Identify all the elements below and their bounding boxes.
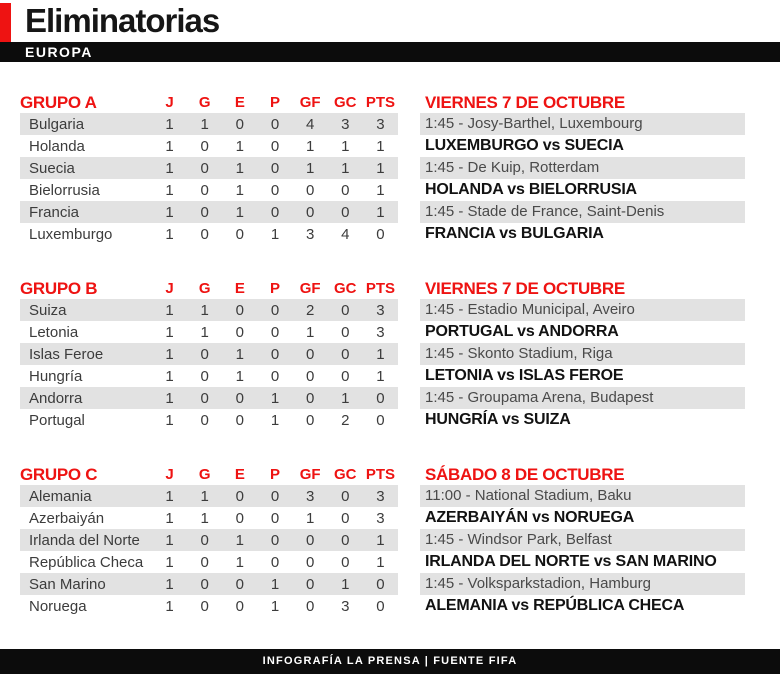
stat-cell: 0: [235, 509, 245, 527]
stat-cell: 0: [200, 367, 209, 385]
stat-cell: 0: [341, 345, 350, 363]
match-fixture: LUXEMBURGO vs SUECIA: [425, 137, 624, 154]
stat-cell: 1: [165, 411, 174, 429]
stat-cell: 0: [200, 203, 209, 221]
stat-cell: 1: [270, 597, 280, 615]
stat-cell: 4: [341, 225, 350, 243]
column-header-gc: GC: [334, 466, 357, 483]
stat-cell: 0: [305, 389, 315, 407]
team-row: [20, 135, 398, 157]
stat-cell: 0: [235, 597, 245, 615]
match-venue: 1:45 - Josy-Barthel, Luxembourg: [420, 113, 745, 135]
stat-cell: 1: [305, 137, 315, 155]
stat-cell: 1: [165, 575, 174, 593]
stat-cell: 0: [200, 575, 209, 593]
stat-cell: 1: [235, 181, 245, 199]
stat-cell: 1: [376, 345, 385, 363]
schedule-date: SÁBADO 8 DE OCTUBRE: [425, 465, 625, 484]
stat-cell: 0: [305, 553, 315, 571]
stat-cell: 0: [235, 487, 245, 505]
column-header-gf: GF: [299, 94, 321, 111]
stat-cell: 0: [200, 225, 209, 243]
stat-cell: 0: [341, 301, 350, 319]
stat-cell: 0: [341, 203, 350, 221]
stat-cell: 0: [200, 159, 209, 177]
stat-cell: 1: [235, 159, 245, 177]
group-a-schedule: [420, 92, 745, 245]
stat-cell: 1: [200, 509, 209, 527]
stat-cell: 0: [376, 597, 385, 615]
stat-cell: 0: [270, 553, 280, 571]
stat-cell: 0: [235, 411, 245, 429]
stat-cell: 0: [200, 137, 209, 155]
team-name: Hungría: [29, 367, 83, 385]
stat-cell: 0: [200, 553, 209, 571]
stat-cell: 0: [341, 487, 350, 505]
stat-cell: 0: [200, 345, 209, 363]
stat-cell: 3: [376, 301, 385, 319]
stat-cell: 0: [270, 367, 280, 385]
stat-cell: 1: [165, 323, 174, 341]
stat-cell: 3: [305, 225, 315, 243]
stat-cell: 0: [341, 553, 350, 571]
team-name: Holanda: [29, 137, 85, 155]
stat-cell: 1: [270, 389, 280, 407]
stat-cell: 0: [341, 531, 350, 549]
stat-cell: 1: [165, 301, 174, 319]
stat-cell: 0: [270, 159, 280, 177]
schedule-date: VIERNES 7 DE OCTUBRE: [425, 93, 625, 112]
match-fixture: PORTUGAL vs ANDORRA: [425, 323, 619, 340]
stat-cell: 1: [165, 389, 174, 407]
stat-cell: 1: [235, 345, 245, 363]
group-b-section: [0, 278, 780, 431]
stat-cell: 1: [200, 323, 209, 341]
stat-cell: 1: [165, 597, 174, 615]
match-venue: 1:45 - Skonto Stadium, Riga: [420, 343, 745, 365]
group-title: GRUPO A: [20, 92, 97, 112]
team-name: Suiza: [29, 301, 67, 319]
schedule-date: VIERNES 7 DE OCTUBRE: [425, 279, 625, 298]
stat-cell: 2: [341, 411, 350, 429]
stat-cell: 3: [376, 115, 385, 133]
team-name: Alemania: [29, 487, 92, 505]
standings-header-row: [20, 92, 398, 113]
team-name: Luxemburgo: [29, 225, 113, 243]
stat-cell: 0: [270, 509, 280, 527]
match-venue: 11:00 - National Stadium, Baku: [420, 485, 745, 507]
stat-cell: 0: [270, 115, 280, 133]
stat-cell: 0: [305, 575, 315, 593]
team-row: [20, 573, 398, 595]
stat-cell: 0: [270, 323, 280, 341]
match-venue: 1:45 - Windsor Park, Belfast: [420, 529, 745, 551]
team-name: Bulgaria: [29, 115, 85, 133]
standings-header-row: [20, 278, 398, 299]
team-row: [20, 551, 398, 573]
column-header-p: P: [269, 466, 280, 483]
column-header-g: G: [198, 94, 211, 111]
standings-header-row: [20, 464, 398, 485]
team-name: Azerbaiyán: [29, 509, 105, 527]
team-name: Irlanda del Norte: [29, 531, 140, 549]
stat-cell: 0: [235, 323, 245, 341]
stat-cell: 0: [200, 389, 209, 407]
stat-cell: 3: [376, 487, 385, 505]
match-fixture: IRLANDA DEL NORTE vs SAN MARINO: [425, 553, 717, 570]
stat-cell: 1: [165, 181, 174, 199]
stat-cell: 1: [376, 181, 385, 199]
stat-cell: 0: [376, 411, 385, 429]
stat-cell: 1: [376, 553, 385, 571]
stat-cell: 1: [376, 367, 385, 385]
team-row: [20, 321, 398, 343]
stat-cell: 3: [305, 487, 315, 505]
team-name: Noruega: [29, 597, 87, 615]
stat-cell: 0: [341, 323, 350, 341]
match-venue: 1:45 - Volksparkstadion, Hamburg: [420, 573, 745, 595]
match-venue: 1:45 - Groupama Arena, Budapest: [420, 387, 745, 409]
stat-cell: 0: [235, 225, 245, 243]
stat-cell: 0: [305, 411, 315, 429]
stat-cell: 0: [376, 575, 385, 593]
stat-cell: 1: [165, 367, 174, 385]
stat-cell: 1: [376, 203, 385, 221]
stat-cell: 0: [305, 345, 315, 363]
stat-cell: 0: [376, 225, 385, 243]
team-row: [20, 409, 398, 431]
stat-cell: 1: [376, 137, 385, 155]
stat-cell: 3: [341, 115, 350, 133]
match-venue: 1:45 - Estadio Municipal, Aveiro: [420, 299, 745, 321]
column-header-p: P: [269, 280, 280, 297]
column-header-e: E: [234, 280, 245, 297]
team-row: [20, 343, 398, 365]
team-row: [20, 223, 398, 245]
stat-cell: 1: [165, 487, 174, 505]
team-row: [20, 387, 398, 409]
stat-cell: 3: [341, 597, 350, 615]
column-header-gc: GC: [334, 280, 357, 297]
column-header-g: G: [198, 466, 211, 483]
group-title: GRUPO C: [20, 464, 98, 484]
group-a-section: [0, 92, 780, 245]
stat-cell: 1: [165, 115, 174, 133]
match-fixture: LETONIA vs ISLAS FEROE: [425, 367, 624, 384]
match-fixture: ALEMANIA vs REPÚBLICA CHECA: [425, 597, 685, 614]
footer-credit-bar: [0, 649, 780, 674]
stat-cell: 1: [235, 531, 245, 549]
column-header-gf: GF: [299, 466, 321, 483]
team-name: Francia: [29, 203, 80, 221]
column-header-j: J: [165, 466, 174, 483]
team-name: Portugal: [29, 411, 85, 429]
team-row: [20, 113, 398, 135]
group-title: GRUPO B: [20, 278, 98, 298]
team-row: [20, 595, 398, 617]
stat-cell: 1: [305, 159, 315, 177]
team-row: [20, 365, 398, 387]
stat-cell: 0: [305, 531, 315, 549]
team-row: [20, 507, 398, 529]
stat-cell: 1: [341, 389, 350, 407]
stat-cell: 1: [341, 575, 350, 593]
stat-cell: 0: [270, 181, 280, 199]
stat-cell: 0: [270, 531, 280, 549]
stat-cell: 0: [270, 137, 280, 155]
stat-cell: 0: [305, 203, 315, 221]
column-header-e: E: [234, 94, 245, 111]
footer-credit: INFOGRAFÍA LA PRENSA | FUENTE FIFA: [262, 655, 518, 667]
stat-cell: 1: [376, 531, 385, 549]
column-header-pts: PTS: [365, 466, 395, 483]
column-header-pts: PTS: [365, 280, 395, 297]
team-row: [20, 179, 398, 201]
region-bar: [0, 42, 780, 62]
team-name: Bielorrusia: [29, 181, 100, 199]
team-name: Islas Feroe: [29, 345, 104, 363]
stat-cell: 1: [270, 575, 280, 593]
stat-cell: 1: [270, 411, 280, 429]
stat-cell: 0: [270, 203, 280, 221]
match-fixture: FRANCIA vs BULGARIA: [425, 225, 604, 242]
stat-cell: 0: [270, 301, 280, 319]
stat-cell: 0: [200, 411, 209, 429]
column-header-e: E: [234, 466, 245, 483]
stat-cell: 1: [200, 301, 209, 319]
group-b-schedule: [420, 278, 745, 431]
group-b-standings-table: [20, 278, 398, 431]
stat-cell: 0: [200, 531, 209, 549]
stat-cell: 1: [165, 509, 174, 527]
column-header-j: J: [165, 280, 174, 297]
stat-cell: 0: [341, 509, 350, 527]
stat-cell: 1: [200, 115, 209, 133]
match-venue: 1:45 - De Kuip, Rotterdam: [420, 157, 745, 179]
stat-cell: 1: [235, 367, 245, 385]
stat-cell: 1: [376, 159, 385, 177]
stat-cell: 3: [376, 509, 385, 527]
group-a-standings-table: [20, 92, 398, 245]
match-fixture: HOLANDA vs BIELORRUSIA: [425, 181, 637, 198]
match-fixture: AZERBAIYÁN vs NORUEGA: [425, 509, 635, 526]
region-label: EUROPA: [25, 44, 93, 60]
stat-cell: 1: [305, 509, 315, 527]
team-row: [20, 157, 398, 179]
column-header-gf: GF: [299, 280, 321, 297]
stat-cell: 0: [305, 597, 315, 615]
team-name: Letonia: [29, 323, 79, 341]
team-name: Suecia: [29, 159, 75, 177]
stat-cell: 0: [341, 181, 350, 199]
stat-cell: 0: [270, 345, 280, 363]
stat-cell: 0: [200, 181, 209, 199]
team-row: [20, 299, 398, 321]
stat-cell: 1: [165, 531, 174, 549]
stat-cell: 1: [165, 345, 174, 363]
team-name: República Checa: [29, 553, 144, 571]
stat-cell: 0: [235, 575, 245, 593]
red-accent-block: [0, 3, 11, 42]
team-name: San Marino: [29, 575, 106, 593]
column-header-p: P: [269, 94, 280, 111]
team-row: [20, 485, 398, 507]
stat-cell: 1: [165, 553, 174, 571]
column-header-j: J: [165, 94, 174, 111]
stat-cell: 1: [200, 487, 209, 505]
stat-cell: 0: [305, 181, 315, 199]
stat-cell: 0: [341, 367, 350, 385]
group-c-standings-table: [20, 464, 398, 617]
page-title: Eliminatorias: [25, 2, 220, 39]
stat-cell: 0: [235, 389, 245, 407]
stat-cell: 0: [235, 115, 245, 133]
stat-cell: 0: [235, 301, 245, 319]
group-c-schedule: [420, 464, 745, 617]
team-row: [20, 201, 398, 223]
match-fixture: HUNGRÍA vs SUIZA: [425, 411, 571, 428]
match-venue: 1:45 - Stade de France, Saint-Denis: [420, 201, 745, 223]
stat-cell: 1: [165, 137, 174, 155]
stat-cell: 1: [165, 159, 174, 177]
stat-cell: 1: [235, 137, 245, 155]
stat-cell: 2: [305, 301, 315, 319]
column-header-gc: GC: [334, 94, 357, 111]
column-header-g: G: [198, 280, 211, 297]
stat-cell: 1: [341, 159, 350, 177]
stat-cell: 1: [270, 225, 280, 243]
column-header-pts: PTS: [365, 94, 395, 111]
group-c-section: [0, 464, 780, 617]
stat-cell: 4: [305, 115, 315, 133]
stat-cell: 0: [305, 367, 315, 385]
team-name: Andorra: [29, 389, 83, 407]
stat-cell: 1: [165, 203, 174, 221]
stat-cell: 1: [341, 137, 350, 155]
stat-cell: 0: [200, 597, 209, 615]
stat-cell: 1: [165, 225, 174, 243]
stat-cell: 1: [235, 553, 245, 571]
stat-cell: 0: [376, 389, 385, 407]
stat-cell: 1: [235, 203, 245, 221]
stat-cell: 3: [376, 323, 385, 341]
team-row: [20, 529, 398, 551]
stat-cell: 1: [305, 323, 315, 341]
stat-cell: 0: [270, 487, 280, 505]
